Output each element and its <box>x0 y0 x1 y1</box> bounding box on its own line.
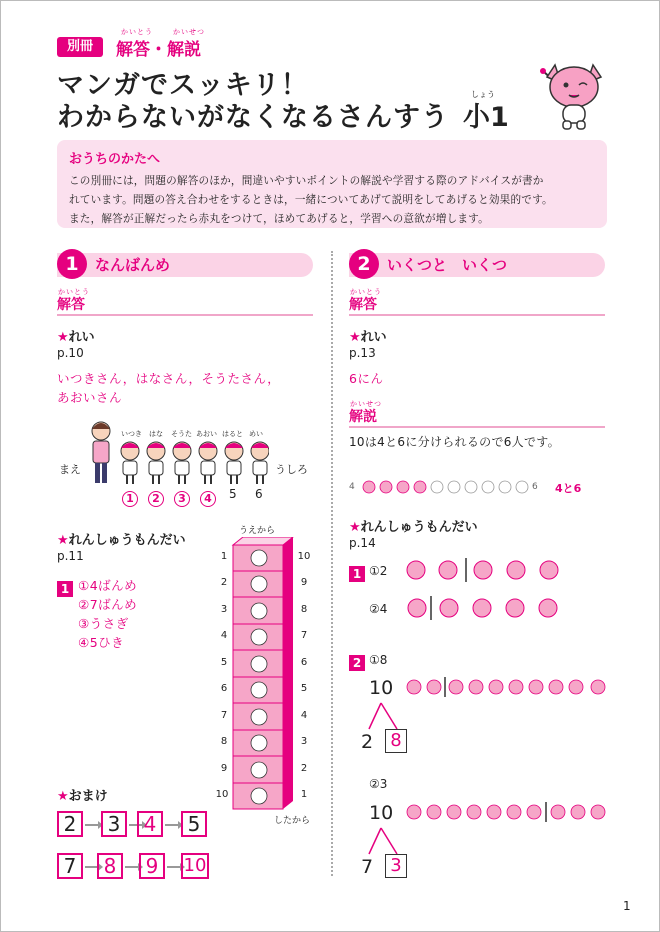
split-right-number: 6 <box>532 482 538 492</box>
split-left-number: 4 <box>349 482 355 492</box>
tower-right-3: 3 <box>300 736 308 747</box>
section1-answer-1: ①4ばんめ <box>78 578 138 593</box>
animal-tower-icon <box>229 537 295 813</box>
section1-example-answer-line1: いつきさん，はなさん，そうたさん， <box>57 371 281 386</box>
position-3: 3 <box>174 487 190 507</box>
tower-right-10: 10 <box>297 551 311 562</box>
ruby-kaisetsu: かいせつ <box>173 28 205 36</box>
tree1-flowers-icon <box>405 677 611 697</box>
arrow-icon <box>85 824 99 826</box>
section1-practice-page: p.11 <box>57 549 84 563</box>
section2-practice-heading: ★れんしゅうもんだい <box>349 520 478 535</box>
back-label: うしろ <box>275 463 308 476</box>
tower-left-4: 4 <box>220 630 228 641</box>
tower-left-3: 3 <box>220 604 228 615</box>
tree2-top: 10 <box>369 802 394 824</box>
split-flowers-icon <box>361 479 539 495</box>
bonus-row1-box2: 3 <box>101 811 127 837</box>
section1-title: なんばんめ <box>95 256 171 274</box>
tree1-branches-icon <box>365 701 405 731</box>
section2-answer-ruby: かいとう <box>350 288 382 296</box>
grade-ruby: しょう <box>471 90 495 99</box>
section2-explain-label: 解説 <box>349 406 605 428</box>
tower-left-8: 8 <box>220 736 228 747</box>
position-1: 1 <box>122 487 138 507</box>
bonus-row2-box3: 9 <box>139 853 165 879</box>
kid-name-3: そうた <box>171 430 192 438</box>
tower-left-9: 9 <box>220 763 228 774</box>
section2-q1-a: ①2 <box>369 564 388 578</box>
section2-heading <box>349 253 605 277</box>
bonus-row2-box2: 8 <box>97 853 123 879</box>
page-title-line1: マンガでスッキリ！ <box>57 70 309 101</box>
tower-right-9: 9 <box>300 577 308 588</box>
tower-right-2: 2 <box>300 763 308 774</box>
section1-practice-heading: ★れんしゅうもんだい <box>57 533 186 548</box>
section1-answer-3: ③うさぎ <box>78 616 129 631</box>
tower-left-5: 5 <box>220 657 228 668</box>
tree1-left: 2 <box>361 731 374 753</box>
bonus-row2-box1: 7 <box>57 853 83 879</box>
tower-left-6: 6 <box>220 683 228 694</box>
section2-example-page: p.13 <box>349 346 376 360</box>
tower-right-7: 7 <box>300 630 308 641</box>
tower-right-1: 1 <box>300 789 308 800</box>
section2-q1-number: 1 <box>349 563 365 582</box>
teacher-figure-icon <box>87 419 117 487</box>
ruby-kaitou: かいとう <box>121 28 153 36</box>
parent-notes-box <box>57 140 607 228</box>
kids-line-icon <box>119 439 269 485</box>
section2-q1-b: ②4 <box>369 602 388 616</box>
tower-top-label: うえから <box>239 526 276 536</box>
tower-right-5: 5 <box>300 683 308 694</box>
kid-name-1: いつき <box>121 430 142 438</box>
tower-bottom-label: したから <box>274 816 311 826</box>
section2-example-label: れい <box>360 330 387 345</box>
section1-answer-label: 解答 <box>57 294 313 316</box>
kid-name-2: はな <box>149 430 163 438</box>
arrow-icon <box>125 866 139 868</box>
tower-right-6: 6 <box>300 657 308 668</box>
grade-label: 小1 <box>463 102 509 133</box>
section2-q2-b: ②3 <box>369 777 388 791</box>
tree2-branches-icon <box>365 826 405 856</box>
bessatsu-badge: 別冊 <box>57 37 103 57</box>
tree2-right-answer: 3 <box>385 854 407 878</box>
section2-q2-a: ①8 <box>369 653 388 667</box>
position-6: 6 <box>255 487 263 501</box>
bonus-row1-box4: 5 <box>181 811 207 837</box>
section2-title: いくつと いくつ <box>387 256 508 274</box>
bonus-label: おまけ <box>68 789 108 804</box>
position-4: 4 <box>200 487 216 507</box>
section1-question-number: 1 <box>57 578 73 597</box>
bonus-heading: ★おまけ <box>57 789 108 804</box>
section2-example-answer: 6にん <box>349 371 384 386</box>
arrow-icon <box>167 866 181 868</box>
front-label: まえ <box>59 463 81 476</box>
notes-line1: この別冊には，問題の解答のほか，間違いやすいポイントの解説や学習する際のアドバイスが書か <box>69 175 544 187</box>
section2-explain-text: 10は4と6に分けられるので6人です。 <box>349 435 560 449</box>
tower-left-10: 10 <box>215 789 229 800</box>
section1-answer-2: ②7ばんめ <box>78 597 138 612</box>
page-title-line2: わからないがなくなるさんすう <box>57 102 449 133</box>
section2-answer-label: 解答 <box>349 294 605 316</box>
section2-practice-label: れんしゅうもんだい <box>360 520 478 535</box>
section2-example-heading: ★れい <box>349 330 387 345</box>
section1-example-page: p.10 <box>57 346 84 360</box>
kid-name-5: はると <box>222 430 243 438</box>
tree1-right-answer: 8 <box>385 729 407 753</box>
q1-a-flowers-icon <box>403 557 563 583</box>
tree1-top: 10 <box>369 677 394 699</box>
section1-answer-4: ④5ひき <box>78 635 125 650</box>
bonus-row1-box1: 2 <box>57 811 83 837</box>
kid-name-6: めい <box>249 430 263 438</box>
section1-example-heading: ★れい <box>57 330 95 345</box>
section1-answer-ruby: かいとう <box>58 288 90 296</box>
section1-practice-label: れんしゅうもんだい <box>68 533 186 548</box>
arrow-icon <box>165 824 179 826</box>
section2-explain-ruby: かいせつ <box>350 400 382 408</box>
split-answer: 4と6 <box>555 482 582 495</box>
notes-line2: れています。問題の答え合わせをするときは，一緒についてあげて説明をしてあげると効果的です。 <box>69 194 553 206</box>
kid-name-4: あおい <box>196 430 217 438</box>
section2-number: 2 <box>349 249 379 279</box>
section2-practice-page: p.14 <box>349 536 376 550</box>
notes-line3: また，解答が正解だったら赤丸をつけて，ほめてあげると，学習への意欲が増します。 <box>69 213 489 225</box>
bonus-row2-box4: 10 <box>181 853 209 879</box>
column-divider <box>331 251 333 876</box>
section1-heading <box>57 253 313 277</box>
tower-right-8: 8 <box>300 604 308 615</box>
page-number: 1 <box>623 899 631 913</box>
tower-left-2: 2 <box>220 577 228 588</box>
tower-left-1: 1 <box>220 551 228 562</box>
header-label: 解答・解説 <box>116 40 201 60</box>
section1-example-answer-line2: あおいさん <box>57 390 123 405</box>
tower-right-4: 4 <box>300 710 308 721</box>
section1-number: 1 <box>57 249 87 279</box>
notes-title: おうちのかたへ <box>69 152 161 167</box>
section1-example-label: れい <box>68 330 95 345</box>
mascot-cat-icon <box>539 53 609 131</box>
bonus-row1-box3: 4 <box>137 811 163 837</box>
section2-q2-number: 2 <box>349 652 365 671</box>
q1-b-flowers-icon <box>403 595 563 621</box>
tree2-flowers-icon <box>405 802 611 822</box>
position-2: 2 <box>148 487 164 507</box>
tree2-left: 7 <box>361 856 374 878</box>
tower-left-7: 7 <box>220 710 228 721</box>
position-5: 5 <box>229 487 237 501</box>
